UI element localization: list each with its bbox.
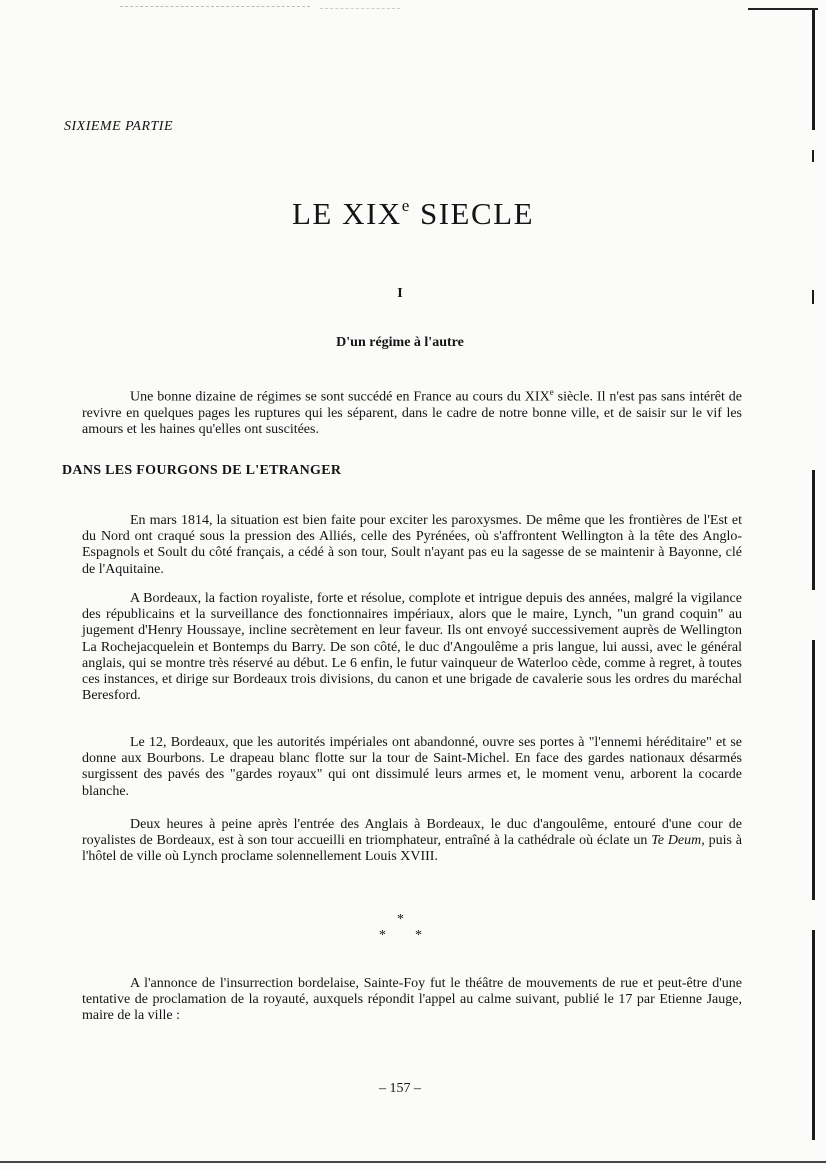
chapter-title-main: LE XIX bbox=[291, 196, 402, 231]
scan-artifact-top bbox=[120, 6, 310, 8]
scan-artifact-bottom-edge bbox=[0, 1161, 826, 1163]
intro-superscript: e bbox=[549, 387, 554, 397]
chapter-title bbox=[0, 196, 826, 232]
para4-italic: Te Deum, bbox=[651, 833, 705, 849]
body-paragraph bbox=[82, 817, 742, 866]
body-paragraph: A Bordeaux, la faction royaliste, forte et résolue, complote et intrigue depuis des années, malgré la vigilance des républicains et la surveillance des fonctionnaires impériaux, alors que le maire, Lynch, "un grand coquin" au jugement d'Henry Houssaye, incline secrètement en leur faveur. Ils ont envoyé successivement auprès de Wellington La Rochejacquelein et Bontemps du Barry. De son côté, le duc d'Angoulême a pris langue, lui aussi, avec le général anglais, qui se montre très réservé au début. Le 6 enfin, le futur vainqueur de Waterloo cède, comme à regret, à toutes ces instances, et dirige sur Bordeaux trois divisions, du canon et une brigade de cavalerie sous les ordres du maréchal Beresford. bbox=[82, 591, 742, 704]
chapter-subtitle: D'un régime à l'autre bbox=[336, 335, 464, 350]
body-paragraph: Le 12, Bordeaux, que les autorités impériales ont abandonné, ouvre ses portes à "l'ennemi héréditaire" et se donne aux Bourbons. Le drapeau blanc flotte sur la tour de Saint-Michel. En face des gardes nationaux désarmés surgissent des pavés des "gardes royaux" qui ont dissimulé leurs armes et, le moment venu, arborent la cocarde blanche. bbox=[82, 735, 742, 799]
asterism-separator bbox=[370, 912, 430, 946]
para4-before: Deux heures à peine après l'entrée des Anglais à Bordeaux, le duc d'angoulême, entouré d'une cour de royalistes de Bordeaux, est à son tour accueilli en triomphateur, entraîné à la cathédrale où éclate un bbox=[82, 817, 742, 849]
body-paragraph: En mars 1814, la situation est bien faite pour exciter les paroxysmes. De même que les frontières de l'Est et du Nord ont craqué sous la pression des Alliés, celle des Pyrénées, où s'affrontent Wellington à la tête des Anglo-Espagnols et Soult du côté français, a cédé à son tour, Soult n'ayant pas eu la sagesse de se maintenir à Bayonne, clé de l'Aquitaine. bbox=[82, 513, 742, 577]
chapter-title-rest: SIECLE bbox=[419, 196, 535, 231]
page-number: – 157 – bbox=[379, 1081, 421, 1096]
part-label: SIXIEME PARTIE bbox=[64, 119, 173, 134]
intro-text-a: Une bonne dizaine de régimes se sont succédé en France au cours du XIX bbox=[130, 389, 550, 405]
scan-artifact-right-edge bbox=[802, 0, 820, 1140]
section-heading: DANS LES FOURGONS DE L'ETRANGER bbox=[62, 463, 342, 478]
scan-artifact-top-2 bbox=[320, 8, 400, 10]
asterisk: * bbox=[415, 928, 422, 943]
chapter-title-superscript: e bbox=[401, 196, 411, 215]
para4-after: puis à l'hôtel de ville où Lynch proclame solennellement Louis XVIII. bbox=[82, 833, 742, 865]
closing-paragraph: A l'annonce de l'insurrection bordelaise, Sainte-Foy fut le théâtre de mouvements de rue et peut-être d'une tentative de proclamation de la royauté, auxquels répondit l'appel au calme suivant, publié le 17 par Etienne Jauge, maire de la ville : bbox=[82, 976, 742, 1024]
chapter-number: I bbox=[397, 286, 403, 301]
asterisk: * bbox=[379, 928, 386, 943]
intro-paragraph bbox=[82, 384, 742, 438]
asterisk: * bbox=[397, 912, 404, 927]
intro-text-b: siècle. Il n'est pas sans intérêt de revivre en quelques pages les ruptures qui les séparent, dans le cadre de notre bonne ville, et de saisir sur le vif les amours et les haines qu'elles ont suscitées. bbox=[82, 389, 742, 438]
